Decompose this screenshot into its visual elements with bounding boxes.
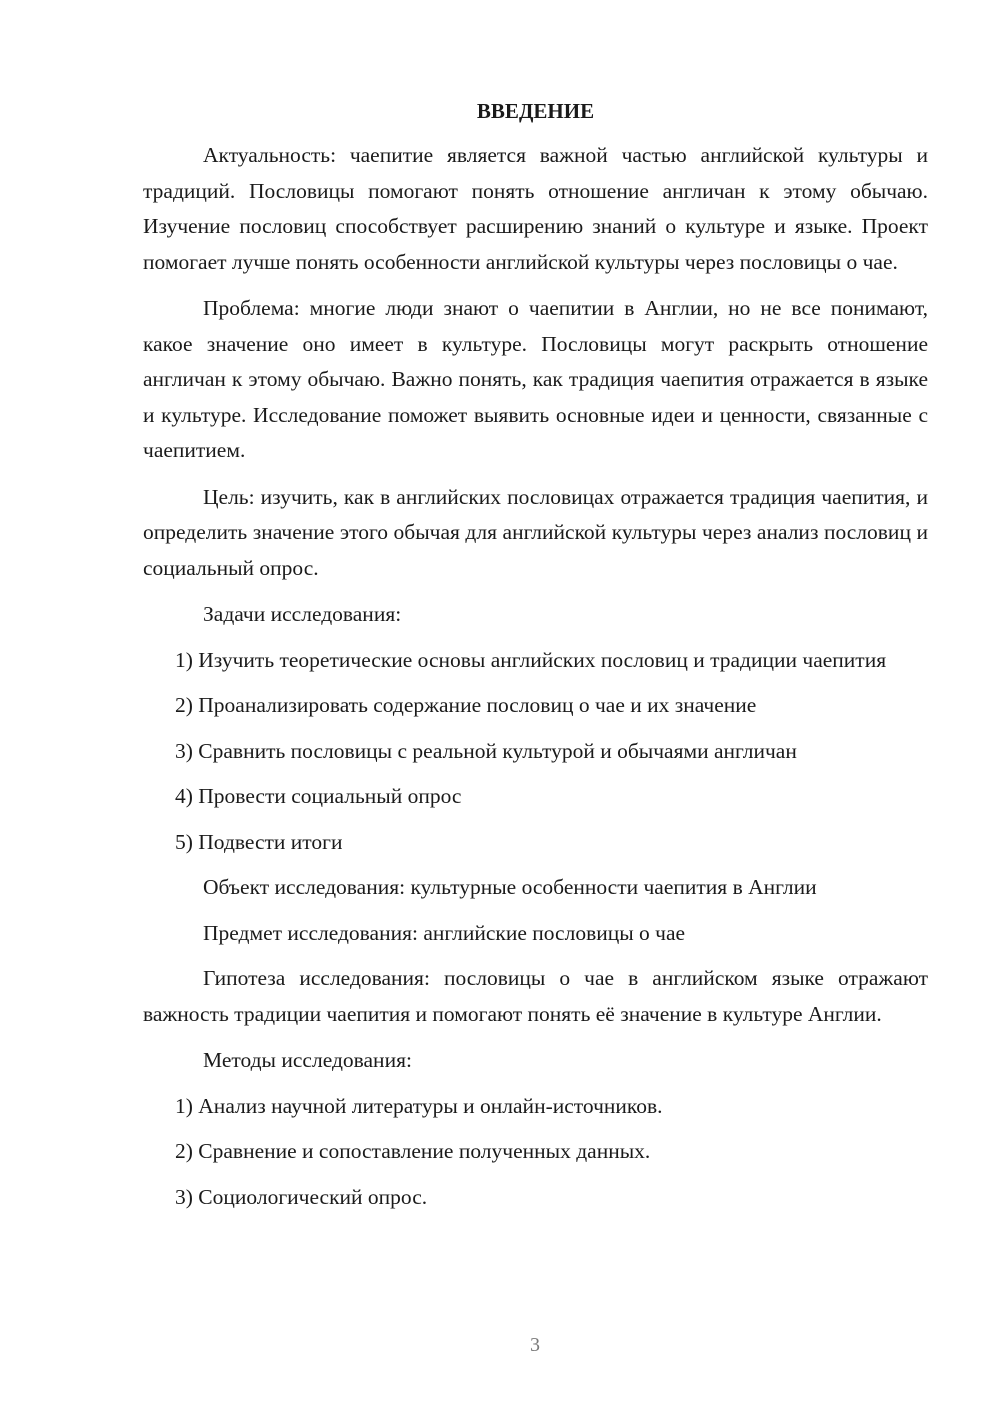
research-object: Объект исследования: культурные особенности чаепития в Англии bbox=[203, 875, 817, 899]
task-item: 5) Подвести итоги bbox=[175, 829, 343, 854]
task-item: 4) Провести социальный опрос bbox=[175, 784, 462, 808]
document-page bbox=[143, 96, 928, 1225]
problem-paragraph: Проблема: многие люди знают о чаепитии в Англии, но не все понимают, какое значение оно имеет в культуре. Пословицы могут раскрыть отношение англичан к этому обычаю. Важно понять, как традиция чаепития отражается в языке и культуре. Исследование поможет выявить основные идеи и ценности, связанные с чаепитием. bbox=[143, 296, 928, 462]
tasks-heading: Задачи исследования: bbox=[203, 602, 402, 626]
page-number: 3 bbox=[530, 1334, 540, 1356]
hypothesis-paragraph: Гипотеза исследования: пословицы о чае в английском языке отражают важность традиции чаепития и помогают понять её значение в культуре Англии. bbox=[143, 966, 928, 1026]
method-item: 1) Анализ научной литературы и онлайн-источников. bbox=[175, 1093, 663, 1118]
task-item: 1) Изучить теоретические основы английских пословиц и традиции чаепития bbox=[175, 647, 887, 672]
method-item: 2) Сравнение и сопоставление полученных данных. bbox=[175, 1139, 651, 1163]
goal-paragraph: Цель: изучить, как в английских пословицах отражается традиция чаепития, и определить значение этого обычая для английской культуры через анализ пословиц и социальный опрос. bbox=[143, 484, 928, 580]
method-item: 3) Социологический опрос. bbox=[175, 1184, 428, 1209]
methods-heading: Методы исследования: bbox=[203, 1048, 412, 1072]
research-subject: Предмет исследования: английские пословицы о чае bbox=[203, 920, 686, 945]
section-title: ВВЕДЕНИЕ bbox=[476, 99, 595, 123]
task-item: 3) Сравнить пословицы с реальной культурой и обычаями англичан bbox=[175, 738, 797, 763]
task-item: 2) Проанализировать содержание пословиц о чае и их значение bbox=[175, 693, 757, 717]
relevance-paragraph: Актуальность: чаепитие является важной частью английской культуры и традиций. Пословицы помогают понять отношение англичан к этому обычаю. Изучение пословиц способствует расширению знаний о культуре и языке. Проект помогает лучше понять особенности английской культуры через пословицы о чае. bbox=[143, 143, 928, 274]
